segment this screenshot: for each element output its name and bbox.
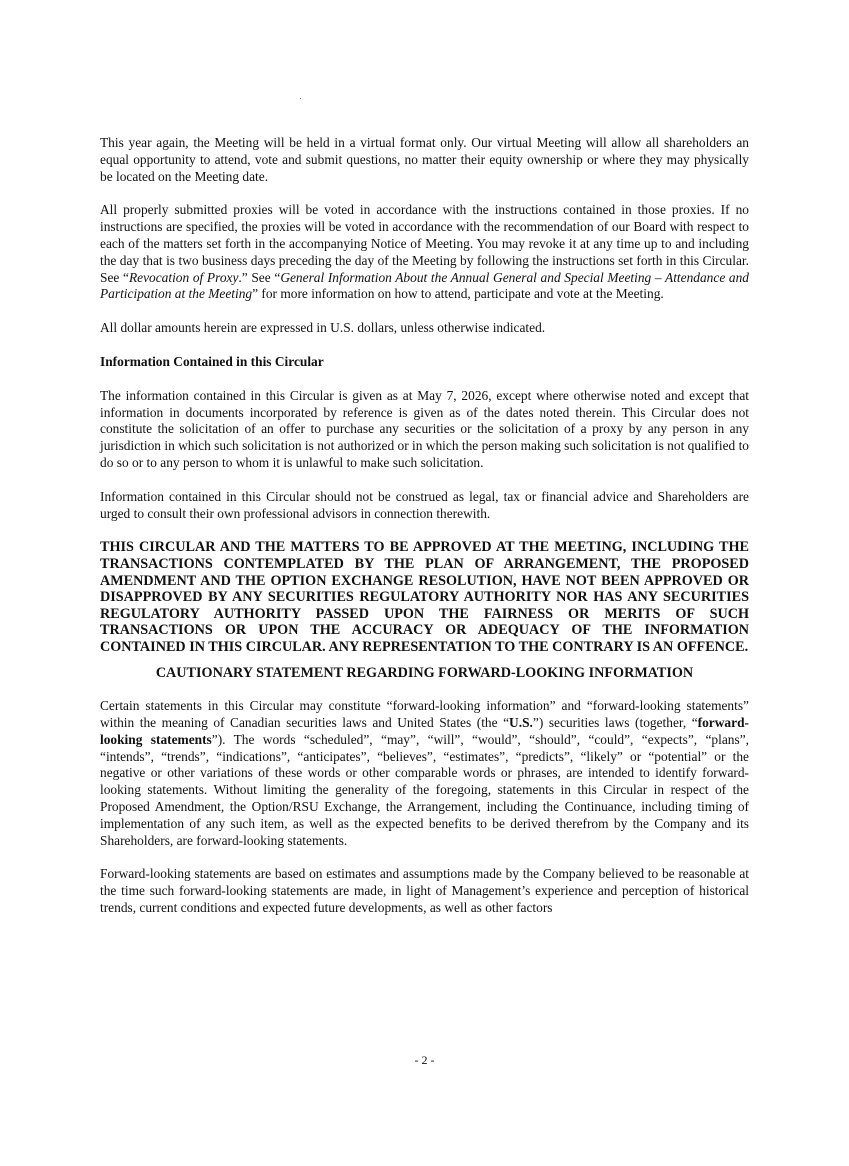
paragraph-information-contained: The information contained in this Circular is given as at May 7, 2026, except where otherwise noted and except that information in documents incorporated by reference is given as of the dates noted therein. This Circular does not constitute the solicitation of an offer to purchase any securities or the solicitation of a proxy by any person in any jurisdiction in which such solicitation is not authorized or in which the person making such solicitation is not qualified to do so or to any person to whom it is unlawful to make such solicitation.: [100, 387, 749, 470]
paragraph-not-advice: Information contained in this Circular should not be construed as legal, tax or financial advice and Shareholders are urged to consult their own professional advisors in connection therewith.: [100, 488, 749, 521]
proxies-text-b: .” See “: [238, 269, 281, 285]
link-revocation-of-proxy: Revocation of Proxy: [128, 269, 239, 285]
defined-term-forward-looking: forward-looking statements: [100, 715, 749, 747]
page-number: - 2 -: [414, 1053, 435, 1067]
proxies-text-a: All properly submitted proxies will be voted in accordance with the instructions contained in those proxies. If no instructions are specified, the proxies will be voted in accordance with the recommendation of our Board with respect to each of the matters set forth in the accompanying Notice of Meeting. You may revoke it at any time up to and including the day that is two business days preceding the day of the Meeting by following the instructions set forth in this Circular. See “: [100, 202, 749, 285]
scan-speck: [300, 98, 301, 99]
section-heading-cautionary: CAUTIONARY STATEMENT REGARDING FORWARD-LOOKING INFORMATION: [155, 664, 694, 681]
forward-text-c: ”). The words “scheduled”, “may”, “will”, “would”, “should”, “could”, “expects”, “plans”, “intends”, “trends”, “indications”, “anticipates”, “believes”, “estimates”, “predicts”, “likely” or “potential” or the negative or other variations of these words or other comparable words or phrases, are intended to identify forward-looking statements. Without limiting the generality of the foregoing, statements in this Circular in respect of the Proposed Amendment, the Option/RSU Exchange, the Arrangement, including the Continuance, including timing of implementation of any such item, as well as the expected benefits to be derived therefrom by the Company and its Shareholders, are forward-looking statements.: [100, 731, 749, 848]
paragraph-assumptions: Forward-looking statements are based on estimates and assumptions made by the Company believed to be reasonable at the time such forward-looking statements are made, in light of Management’s experience and perception of historical trends, current conditions and expected future developments, as well as other factors: [100, 866, 749, 916]
paragraph-proxies: [100, 202, 749, 303]
defined-term-us: U.S.: [509, 715, 533, 731]
section-heading-information: Information Contained in this Circular: [100, 353, 324, 369]
proxies-text-c: ” for more information on how to attend, participate and vote at the Meeting.: [252, 286, 664, 302]
link-general-information: General Information About the Annual General and Special Meeting – Attendance and Participation at the Meeting: [100, 269, 750, 302]
paragraph-forward-looking: [100, 698, 749, 849]
forward-text-a: Certain statements in this Circular may constitute “forward-looking information” and “forward-looking statements” within the meaning of Canadian securities laws and United States (the “: [100, 698, 749, 731]
paragraph-dollar-amounts: All dollar amounts herein are expressed in U.S. dollars, unless otherwise indicated.: [100, 320, 546, 336]
paragraph-virtual-meeting: This year again, the Meeting will be held in a virtual format only. Our virtual Meeting will allow all shareholders an equal opportunity to attend, vote and submit questions, no matter their equity ownership or where they may physically be located on the Meeting date.: [100, 135, 749, 184]
regulatory-notice: THIS CIRCULAR AND THE MATTERS TO BE APPROVED AT THE MEETING, INCLUDING THE TRANSACTIONS CONTEMPLATED BY THE PLAN OF ARRANGEMENT, THE PROPOSED AMENDMENT AND THE OPTION EXCHANGE RESOLUTION, HAVE NOT BEEN APPROVED OR DISAPPROVED BY ANY SECURITIES REGULATORY AUTHORITY NOR HAS ANY SECURITIES REGULATORY AUTHORITY PASSED UPON THE FAIRNESS OR MERITS OF SUCH TRANSACTIONS OR UPON THE ACCURACY OR ADEQUACY OF THE INFORMATION CONTAINED IN THIS CIRCULAR. ANY REPRESENTATION TO THE CONTRARY IS AN OFFENCE.: [100, 539, 749, 655]
forward-text-b: ”) securities laws (together, “: [532, 715, 698, 731]
page-body: [100, 135, 749, 917]
